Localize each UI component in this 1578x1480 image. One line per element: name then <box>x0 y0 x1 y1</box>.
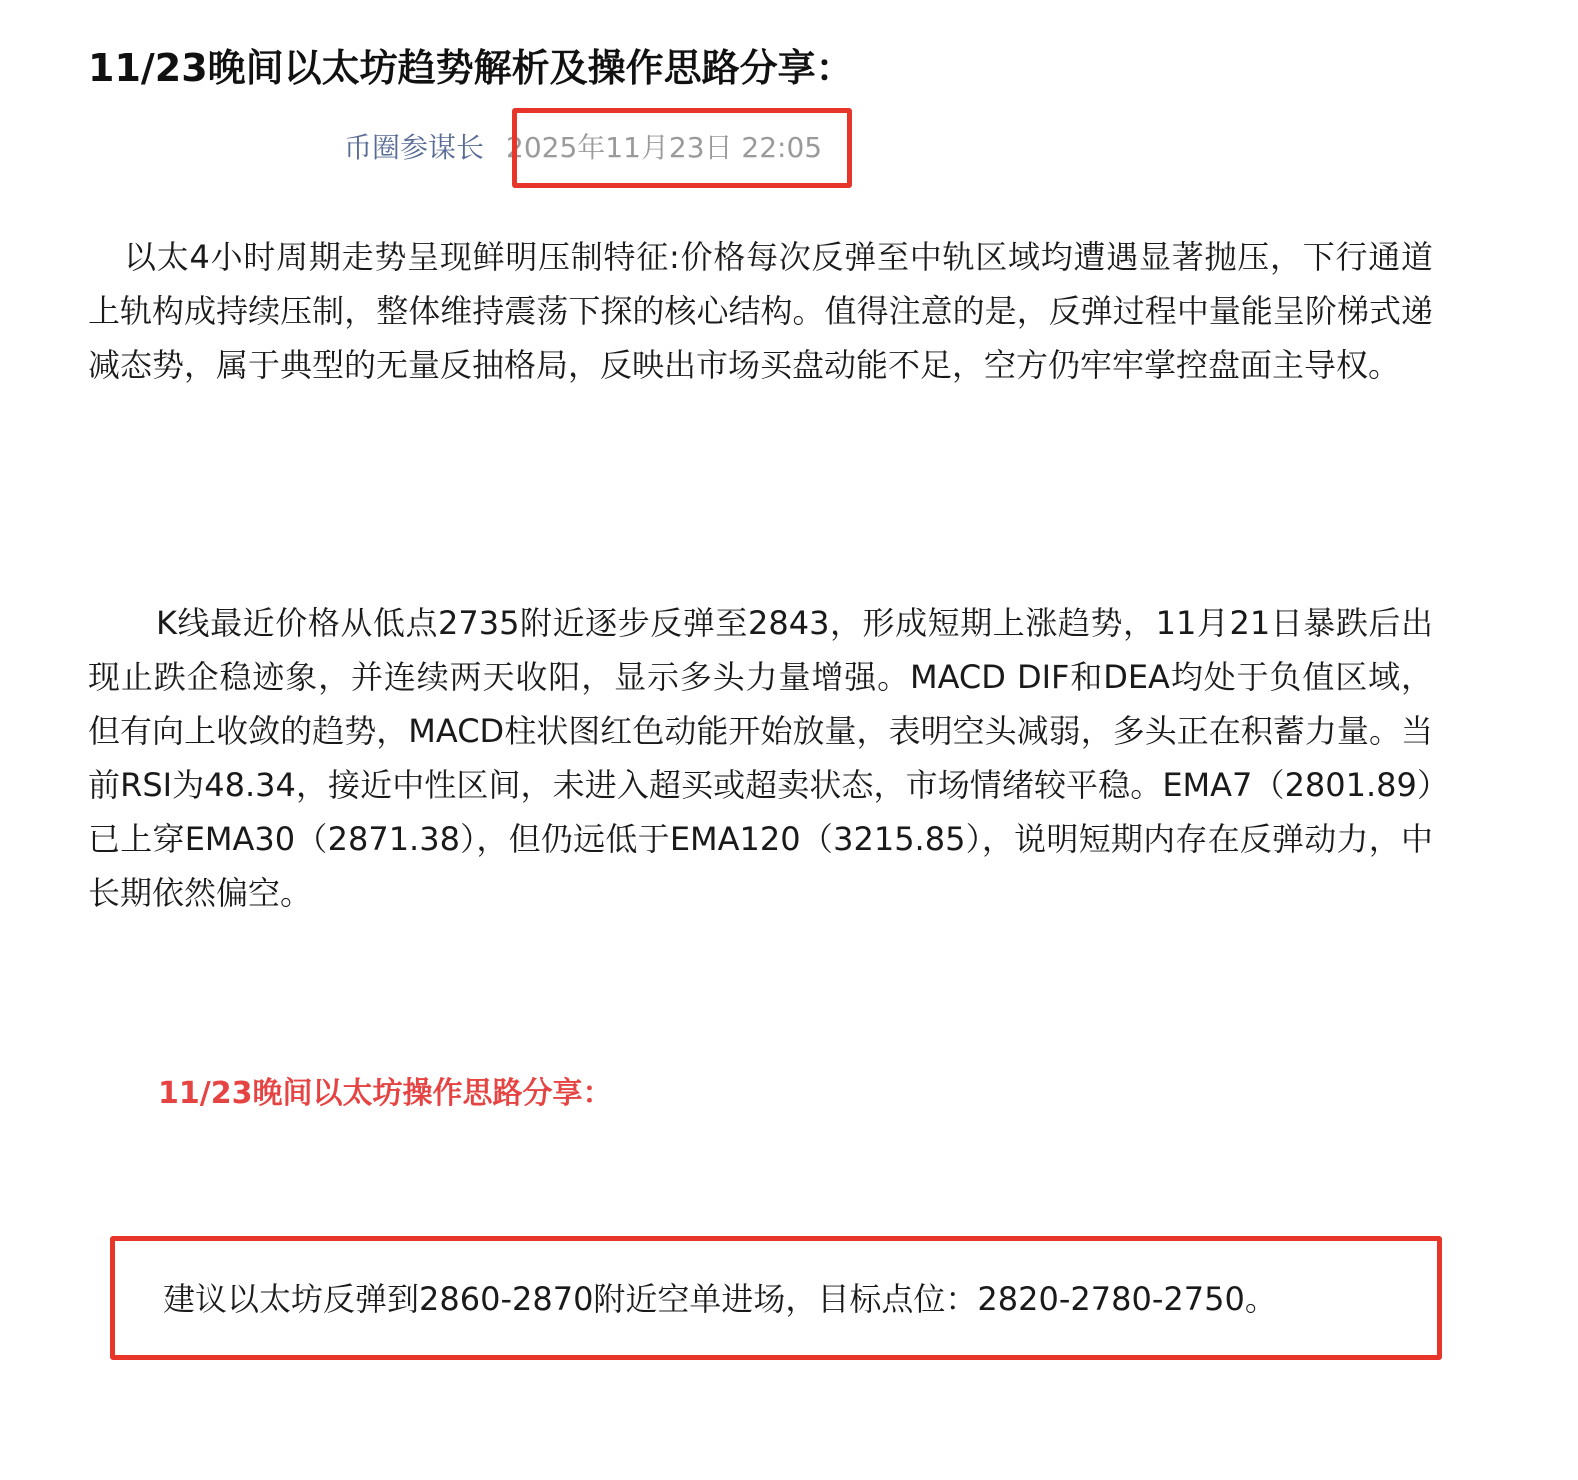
paragraph-trend-analysis: 以太4小时周期走势呈现鲜明压制特征:价格每次反弹至中轨区域均遭遇显著抛压，下行通道上轨构成持续压制，整体维持震荡下探的核心结构。值得注意的是，反弹过程中量能呈阶梯式递减态势，属于典型的无量反抽格局，反映出市场买盘动能不足，空方仍牢牢掌控盘面主导权。 <box>88 238 1433 384</box>
paragraph-kline-analysis: K线最近价格从低点2735附近逐步反弹至2843，形成短期上涨趋势，11月21日暴跌后出现止跌企稳迹象，并连续两天收阳，显示多头力量增强。MACD DIF和DEA均处于负值区域，但有向上收敛的趋势，MACD柱状图红色动能开始放量，表明空头减弱，多头正在积蓄力量。当前RSI为48.34，接近中性区间，未进入超买或超卖状态，市场情绪较平稳。EMA7（2801.89）已上穿EMA30（2871.38），但仍远低于EMA120（3215.85），说明短期内存在反弹动力，中长期依然偏空。 <box>88 604 1433 912</box>
author-link[interactable]: 币圈参谋长 <box>344 131 485 164</box>
publish-date: 2025年11月23日 22:05 <box>506 131 823 164</box>
date-highlight-box <box>512 108 852 188</box>
article-title: 11/23晚间以太坊趋势解析及操作思路分享： <box>88 46 854 90</box>
strategy-subheading: 11/23晚间以太坊操作思路分享： <box>158 1076 613 1111</box>
recommendation-box <box>110 1236 1442 1360</box>
recommendation-text: 建议以太坊反弹到2860-2870附近空单进场，目标点位：2820-2780-2750。 <box>163 1280 1277 1318</box>
